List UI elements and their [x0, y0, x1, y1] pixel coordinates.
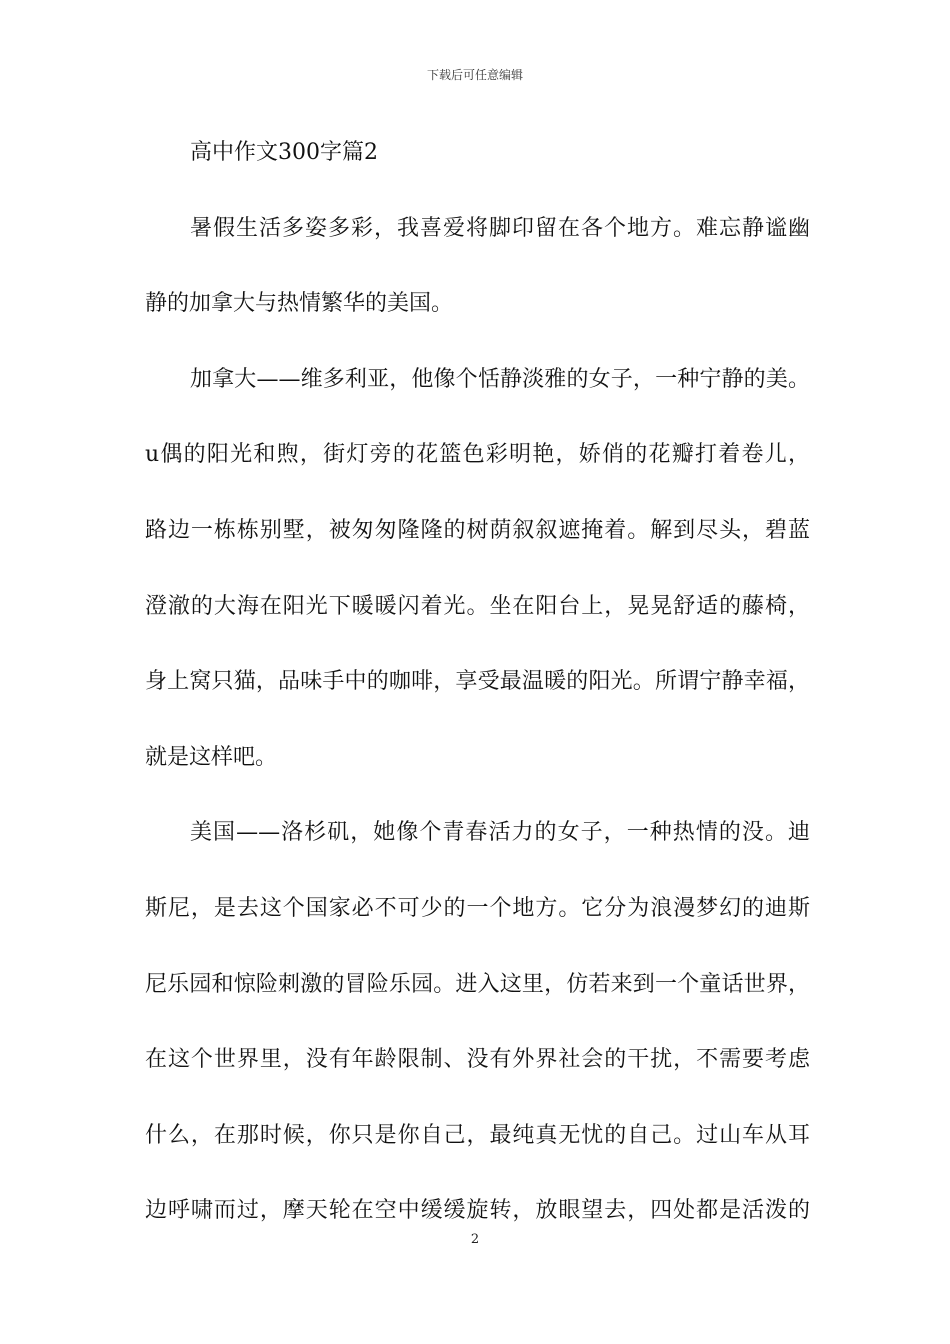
text-line: 在这个世界里，没有年龄限制、没有外界社会的干扰，不需要考虑	[145, 1047, 810, 1073]
text-line: 身上窝只猫，品味手中的咖啡，享受最温暖的阳光。所谓宁静幸福，	[145, 669, 810, 695]
text-line: 路边一栋栋别墅，被匆匆隆隆的树荫叙叙遮掩着。解到尽头，碧蓝	[145, 517, 810, 543]
text-line: 什么，在那时候，你只是你自己，最纯真无忧的自己。过山车从耳	[145, 1122, 810, 1148]
page-number: 2	[470, 1232, 480, 1247]
text-line: 澄澈的大海在阳光下暖暖闪着光。坐在阳台上，晃晃舒适的藤椅，	[145, 593, 810, 619]
page-header: 下载后可任意编辑	[426, 68, 523, 82]
text-line: 边呼啸而过，摩天轮在空中缓缓旋转，放眼望去，四处都是活泼的	[145, 1198, 810, 1224]
text-line: 尼乐园和惊险刺激的冒险乐园。进入这里，仿若来到一个童话世界，	[145, 971, 810, 997]
text-line: 静的加拿大与热情繁华的美国。	[145, 291, 454, 317]
text-line: 美国——洛杉矶，她像个青春活力的女子，一种热情的没。迪	[190, 820, 810, 846]
text-line: 斯尼，是去这个国家必不可少的一个地方。它分为浪漫梦幻的迪斯	[145, 895, 810, 921]
essay-title: 高中作文300字篇2	[190, 140, 378, 165]
text-line: u偶的阳光和煦，街灯旁的花篮色彩明艳，娇俏的花瓣打着卷儿，	[145, 442, 810, 468]
text-line: 就是这样吧。	[145, 744, 278, 770]
text-line: 加拿大——维多利亚，他像个恬静淡雅的女子，一种宁静的美。	[190, 366, 810, 392]
text-line: 暑假生活多姿多彩，我喜爱将脚印留在各个地方。难忘静谧幽	[190, 215, 810, 241]
document-body	[145, 133, 810, 1267]
